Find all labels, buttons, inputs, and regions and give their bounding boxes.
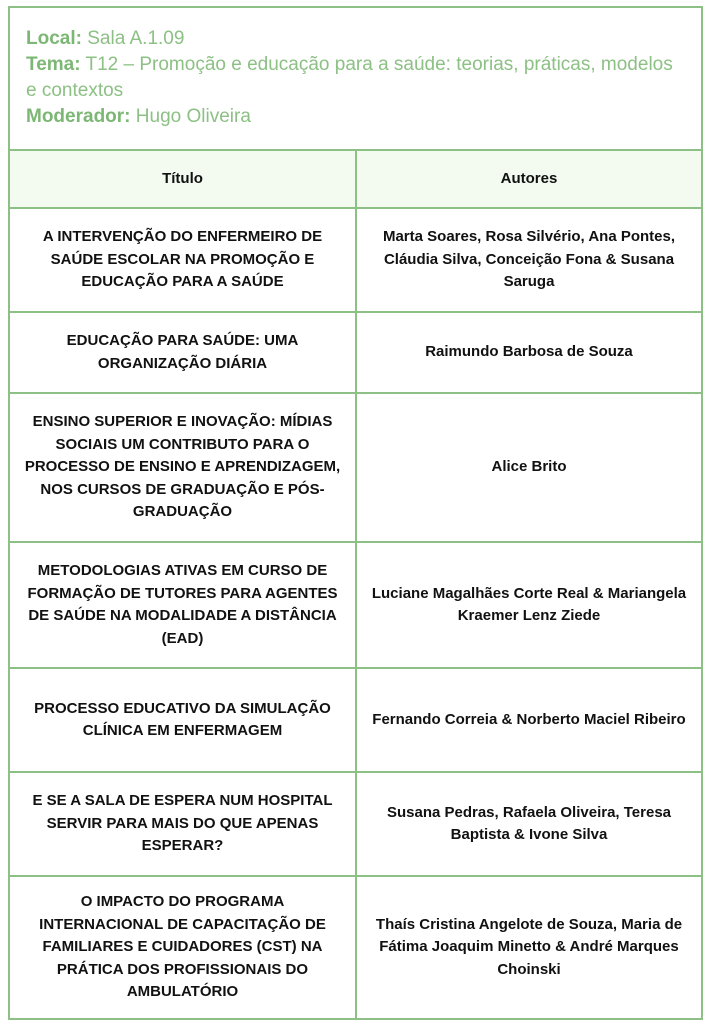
table-row [10,877,701,1018]
header-authors: Autores [500,169,558,187]
tema-label: Tema: [26,54,81,75]
table-row [10,394,701,543]
row-authors: Raimundo Barbosa de Souza [425,343,633,361]
row-authors: Thaís Cristina Angelote de Souza, Maria de Fátima Joaquim Minetto & André Marques Choinski [375,915,683,978]
session-header [10,8,701,151]
table-row [10,773,701,877]
row-title: PROCESSO EDUCATIVO DA SIMULAÇÃO CLÍNICA EM ENFERMAGEM [10,669,357,771]
table-header-row [10,151,701,209]
tema-line [26,52,685,104]
row-title: METODOLOGIAS ATIVAS EM CURSO DE FORMAÇÃO DE TUTORES PARA AGENTES DE SAÚDE NA MODALIDADE A DISTÂNCIA (EAD) [10,543,357,667]
row-title: ENSINO SUPERIOR E INOVAÇÃO: MÍDIAS SOCIAIS UM CONTRIBUTO PARA O PROCESSO DE ENSINO E APRENDIZAGEM, NOS CURSOS DE GRADUAÇÃO E PÓS-GRADUAÇÃO [10,394,357,541]
row-title: O IMPACTO DO PROGRAMA INTERNACIONAL DE CAPACITAÇÃO DE FAMILIARES E CUIDADORES (CST) NA PRÁTICA DOS PROFISSIONAIS DO AMBULATÓRIO [10,877,357,1018]
row-title: EDUCAÇÃO PARA SAÚDE: UMA ORGANIZAÇÃO DIÁRIA [10,313,357,392]
row-authors: Luciane Magalhães Corte Real & Mariangela Kraemer Lenz Ziede [371,584,687,624]
session-card [8,6,703,1020]
table-row [10,209,701,313]
moderador-label: Moderador: [26,106,131,127]
local-label: Local: [26,28,82,49]
table-row [10,313,701,394]
table-row [10,543,701,669]
moderador-line [26,104,685,130]
row-authors: Alice Brito [491,458,567,476]
row-title: E SE A SALA DE ESPERA NUM HOSPITAL SERVIR PARA MAIS DO QUE APENAS ESPERAR? [10,773,357,875]
tema-value: T12 – Promoção e educação para a saúde: teorias, práticas, modelos e contextos [26,54,673,101]
table-row [10,669,701,773]
header-title: Título [10,151,357,207]
row-authors: Marta Soares, Rosa Silvério, Ana Pontes, Cláudia Silva, Conceição Fona & Susana Saruga [382,228,676,291]
row-authors: Fernando Correia & Norberto Maciel Ribeiro [372,710,686,728]
row-authors: Susana Pedras, Rafaela Oliveira, Teresa Baptista & Ivone Silva [386,803,672,843]
moderador-value: Hugo Oliveira [135,106,251,127]
local-value: Sala A.1.09 [87,28,185,49]
local-line [26,26,685,52]
row-title: A INTERVENÇÃO DO ENFERMEIRO DE SAÚDE ESCOLAR NA PROMOÇÃO E EDUCAÇÃO PARA A SAÚDE [10,209,357,311]
